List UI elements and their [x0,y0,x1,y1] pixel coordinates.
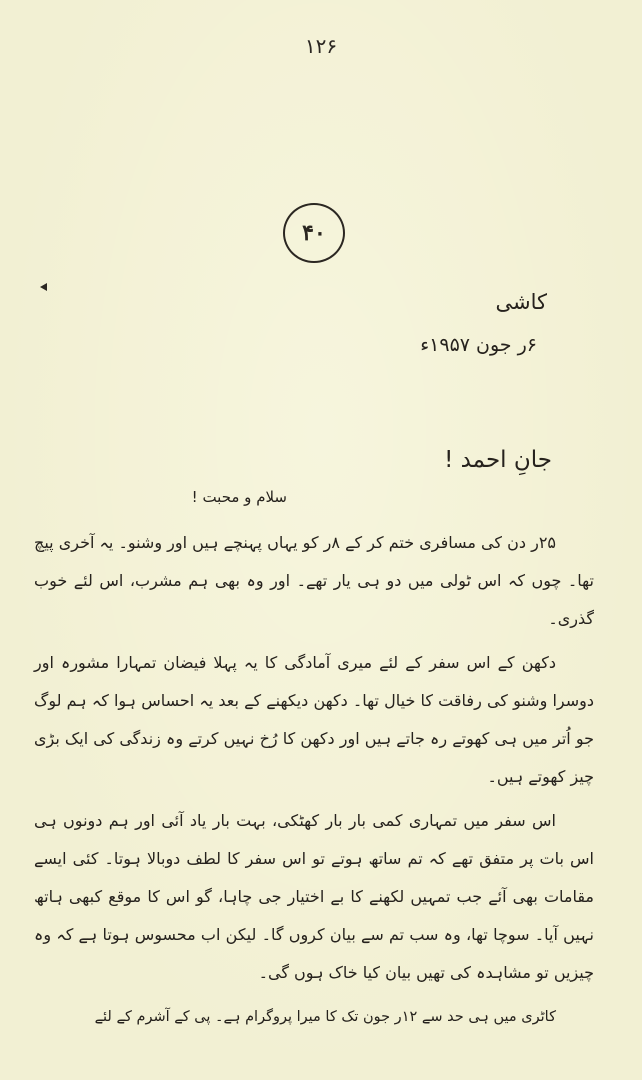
paragraph: اس سفر میں تمہاری کمی بار بار کھٹکی، بہت بار یاد آئی اور ہم دونوں ہی اس بات پر متفق تھے کہ تم ساتھ ہوتے تو اس سفر کا لطف دوبالا ہوتا۔ کئی ایسے مقامات بھی آئے جب تمہیں لکھنے کا بے اختیار جی چاہا، گو اس کا موقع کبھی ہاتھ نہیں آیا۔ سوچا تھا، وہ سب تم سے بیان کروں گا۔ لیکن اب محسوس ہوتا ہے کہ وہ چیزیں تو مشاہدہ کی تھیں بیان کیا خاک ہوں گی۔ [34,811,594,982]
page-number: ۱۲۶ [304,34,338,58]
margin-arrow-icon [40,283,47,291]
letter-place: کاشی [495,290,547,314]
letter-date: ۶ر جون ۱۹۵۷ء [420,334,537,356]
letter-body [34,524,594,1042]
letter-number: ۴۰ [302,220,326,246]
letter-salutation: جانِ احمد ! [444,447,552,473]
letter-number-circle [283,203,345,263]
letter-greeting: سلام و محبت ! [191,488,287,506]
paragraph: کاٹری میں ہی حد سے ۱۲ر جون تک کا میرا پروگرام ہے۔ پی کے آشرم کے لئے [94,1009,556,1025]
paragraph: ۲۵ر دن کی مسافری ختم کر کے ۸ر کو یہاں پہنچے ہیں اور وشنو۔ یہ آخری پیچ تھا۔ چوں کہ اس ٹولی میں دو ہی یار تھے۔ اور وہ بھی ہم مشرب، اس لئے خوب گذری۔ [34,533,594,628]
paragraph: دکھن کے اس سفر کے لئے میری آمادگی کا یہ پہلا فیضان تمہارا مشورہ اور دوسرا وشنو کی رفاقت کا خیال تھا۔ دکھن دیکھنے کے بعد یہ احساس ہوا کہ ہم لوگ جو اُتر میں ہی کھوتے رہ جاتے ہیں اور دکھن کا رُخ نہیں کرتے وہ زندگی کی ایک بڑی چیز کھوتے ہیں۔ [34,653,594,786]
